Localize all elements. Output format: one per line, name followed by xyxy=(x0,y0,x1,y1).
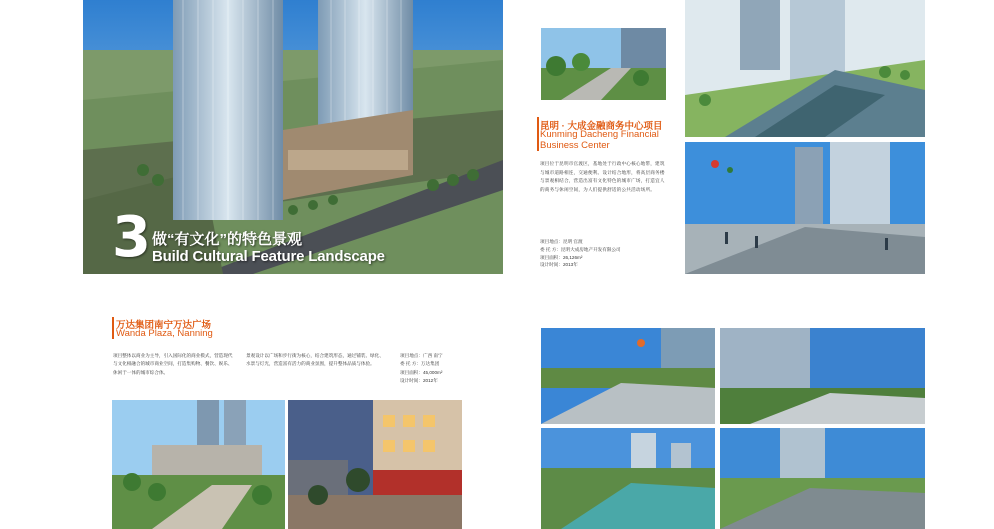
meta-line: 设计时间：2013年 xyxy=(540,262,578,268)
kunming-description: 项目位于昆明市官渡区，基地处于行政中心核心地带，建筑与城市道路相连，交通便利。设计结合地形，将高层商务楼与景观相结合，营造出富有文化特色的城市广场，打造宜人的商务与休闲空间，为人们提供舒适的公共活动场所。 xyxy=(540,161,665,192)
meta-line: 项目地点：广西 南宁 xyxy=(400,353,443,358)
meta-line: 设计时间：2012年 xyxy=(400,378,438,384)
kunming-title-en: Kunming Dacheng Financial Business Center xyxy=(540,129,659,151)
wanda-title-en: Wanda Plaza, Nanning xyxy=(116,328,213,339)
meta-line: 委 托 方：万达集团 xyxy=(400,361,440,367)
walkway-rendering-1 xyxy=(541,328,715,424)
meta-line: 委 托 方：昆明大成房地产开发有限公司 xyxy=(540,246,621,252)
kunming-plaza-aerial xyxy=(685,0,925,137)
water-feature-rendering xyxy=(541,428,715,529)
meta-line: 项目面积：26,126m² xyxy=(540,254,583,260)
wanda-description-col2: 景观设计以广场和步行街为核心，结合建筑形态，通过铺装、绿化、水景与灯光，营造富有活力的商业氛围，提升整体品质与体验。 xyxy=(246,353,384,367)
section-title-cn: 做“有文化”的特色景观 xyxy=(152,231,303,248)
kunming-accent-bar xyxy=(537,117,539,151)
wanda-plaza-rendering xyxy=(112,400,285,529)
wanda-project-info xyxy=(400,352,460,386)
section-number: 3 xyxy=(112,205,151,270)
kunming-street-rendering xyxy=(541,28,666,100)
walkway-rendering-2 xyxy=(720,328,925,424)
kunming-plaza-ground-view xyxy=(685,142,925,274)
wanda-accent-bar xyxy=(112,317,114,339)
kunming-title-cn: 昆明 · 大成金融商务中心项目 xyxy=(540,121,663,132)
kunming-project-info xyxy=(540,238,670,269)
wanda-street-night-rendering xyxy=(288,400,462,529)
meta-line: 项目面积：45,000m² xyxy=(400,369,443,375)
meta-line: 项目地点：昆明 官渡 xyxy=(540,239,583,244)
wanda-description-col1: 项目整体以商业为主导，引入国际化的商业模式，营造现代与文化相融合的城市商业空间，打造集购物、餐饮、娱乐、休闲于一体的城市综合体。 xyxy=(113,353,233,375)
plaza-lawn-rendering xyxy=(720,428,925,529)
section-title-en: Build Cultural Feature Landscape xyxy=(152,248,385,265)
wanda-title-cn: 万达集团南宁万达广场 xyxy=(116,320,212,331)
